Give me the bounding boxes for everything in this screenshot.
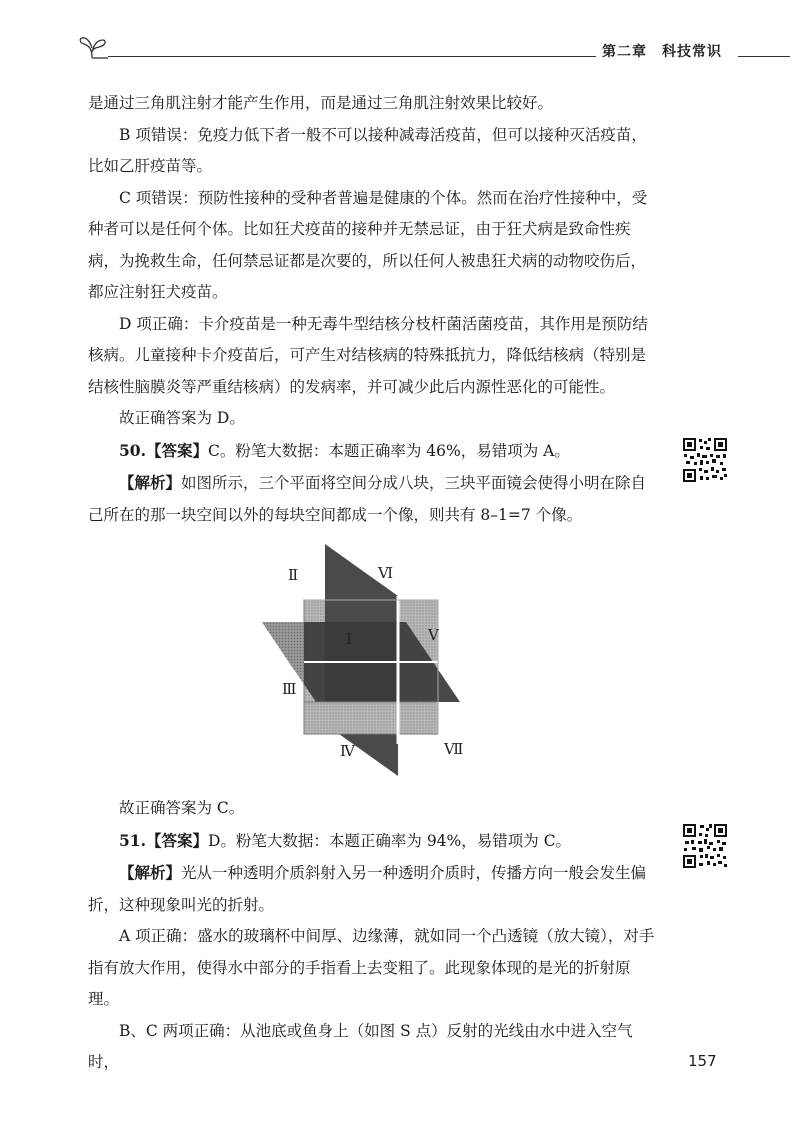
answer-text: C。粉笔大数据：本题正确率为 46%，易错项为 A。 (207, 441, 570, 460)
chapter-title: 第二章 科技常识 (596, 41, 728, 61)
paragraph: 故正确答案为 D。 (119, 409, 245, 427)
horizontal-plane-front (262, 622, 304, 684)
answer-tag: 50.【答案】 (119, 440, 208, 460)
header-rule (108, 56, 658, 57)
qr-code-icon[interactable] (682, 437, 728, 483)
paragraph: 是通过三角肌注射才能产生作用，而是通过三角肌注射效果比较好。 (88, 94, 554, 112)
q51-option-bc: B、C 两项正确：从池底或鱼身上（如图 S 点）反射的光线由水中进入空气时， (88, 1021, 633, 1071)
region-label-vii: Ⅶ (444, 740, 464, 758)
q50-answer (88, 435, 658, 468)
analysis-text: 如图所示，三个平面将空间分成八块，三块平面镜会使得小明在除自己所在的那一块空间以外的每块空间都成一个像，则共有 8–1=7 个像。 (88, 474, 647, 524)
page-number: 157 (688, 1052, 717, 1070)
header-rule-right (738, 56, 790, 57)
q51-option-a: A 项正确：盛水的玻璃杯中间厚、边缘薄，就如同一个凸透镜（放大镜），对手指有放大作用，使得水中部分的手指看上去变粗了。此现象体现的是光的折射原理。 (88, 927, 655, 1008)
qr-code-icon[interactable] (682, 823, 728, 869)
analysis-tag: 【解析】 (119, 473, 182, 492)
answer-text: D。粉笔大数据：本题正确率为 94%，易错项为 C。 (207, 831, 572, 850)
running-header (78, 34, 790, 64)
region-label-vi: Ⅵ (378, 564, 394, 582)
region-label-iv: Ⅳ (340, 742, 355, 760)
sprout-icon (78, 34, 108, 60)
answer-tag: 51.【答案】 (119, 830, 208, 850)
paragraph: C 项错误：预防性接种的受种者普遍是健康的个体。然而在治疗性接种中，受种者可以是任何个体。比如狂犬疫苗的接种并无禁忌证，由于狂犬病是致命性疾病，为挽救生命，任何禁忌证都是次要的，所以任何人被患狂犬病的动物咬伤后，都应注射狂犬疫苗。 (88, 188, 648, 301)
paragraph: B 项错误：免疫力低下者一般不可以接种减毒活疫苗，但可以接种灭活疫苗，比如乙肝疫苗等。 (88, 125, 647, 175)
three-planes-figure (248, 544, 468, 776)
region-label-i: Ⅰ (346, 630, 352, 648)
analysis-tag: 【解析】 (119, 863, 182, 882)
region-label-iii: Ⅲ (282, 680, 297, 698)
q50-conclusion: 故正确答案为 C。 (119, 799, 245, 817)
frontal-plane-lower (304, 702, 438, 734)
region-label-v: Ⅴ (428, 626, 439, 644)
q51-analysis (88, 857, 658, 921)
analysis-text: 光从一种透明介质斜射入另一种透明介质时，传播方向一般会发生偏折，这种现象叫光的折射。 (88, 864, 647, 914)
paragraph: D 项正确：卡介疫苗是一种无毒牛型结核分枝杆菌活菌疫苗，其作用是预防结核病。儿童接种卡介疫苗后，可产生对结核病的特殊抵抗力，降低结核病（特别是结核性脑膜炎等严重结核病）的发病率，并可减少此后内源性恶化的可能性。 (88, 314, 648, 396)
q51-answer (88, 825, 658, 858)
region-label-ii: Ⅱ (288, 566, 299, 584)
q50-analysis (88, 467, 658, 531)
